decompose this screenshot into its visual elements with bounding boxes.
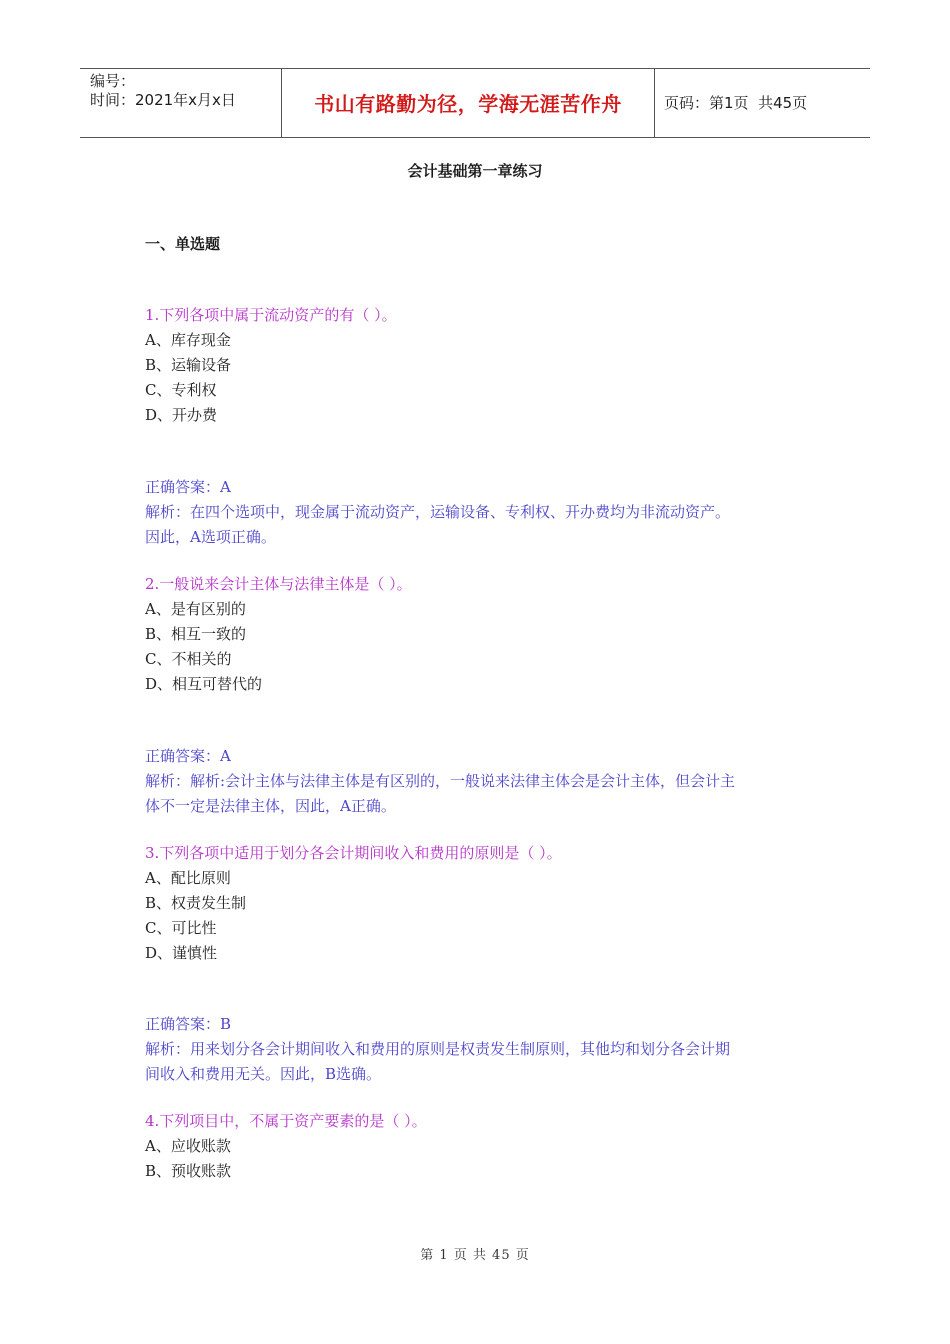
question-text: 3.下列各项中适用于划分各会计期间收入和费用的原则是（ ）。 xyxy=(145,844,562,862)
explanation-line: 解析：在四个选项中，现金属于流动资产，运输设备、专利权、开办费均为非流动资产。 xyxy=(145,503,731,521)
document-header xyxy=(80,68,870,138)
explanation-line: 解析：解析:会计主体与法律主体是有区别的，一般说来法律主体会是会计主体，但会计主 xyxy=(145,772,736,790)
question-block xyxy=(145,303,825,428)
option-d: D、相互可替代的 xyxy=(145,675,263,693)
option-b: B、相互一致的 xyxy=(145,625,247,643)
answer-block xyxy=(145,1012,825,1087)
document-time-label: 时间：2021年x月x日 xyxy=(90,91,236,109)
answer-text: 正确答案：B xyxy=(145,1015,232,1033)
answer-text: 正确答案：A xyxy=(145,747,231,765)
header-right-cell xyxy=(655,69,870,137)
explanation-line: 间收入和费用无关。因此，B选确。 xyxy=(145,1065,382,1083)
option-a: A、是有区别的 xyxy=(145,600,246,618)
option-c: C、不相关的 xyxy=(145,650,232,668)
section-title: 一、单选题 xyxy=(145,235,221,253)
answer-text: 正确答案：A xyxy=(145,478,231,496)
document-title: 会计基础第一章练习 xyxy=(407,162,543,180)
option-a: A、配比原则 xyxy=(145,869,231,887)
option-a: A、应收账款 xyxy=(145,1137,231,1155)
explanation-line: 解析：用来划分各会计期间收入和费用的原则是权责发生制原则，其他均和划分各会计期 xyxy=(145,1040,731,1058)
page-footer: 第 1 页 共 45 页 xyxy=(420,1248,530,1263)
option-c: C、可比性 xyxy=(145,919,217,937)
option-b: B、运输设备 xyxy=(145,356,232,374)
header-motto: 书山有路勤为径，学海无涯苦作舟 xyxy=(314,92,622,116)
question-block xyxy=(145,572,825,697)
answer-block xyxy=(145,744,825,819)
question-text: 1.下列各项中属于流动资产的有（ ）。 xyxy=(145,306,397,324)
explanation-line: 因此，A选项正确。 xyxy=(145,528,276,546)
question-text: 2.一般说来会计主体与法律主体是（ ）。 xyxy=(145,575,412,593)
header-center-cell xyxy=(282,69,655,137)
answer-block xyxy=(145,475,825,550)
option-d: D、谨慎性 xyxy=(145,944,218,962)
explanation-line: 体不一定是法律主体，因此，A正确。 xyxy=(145,797,396,815)
document-number-label: 编号： xyxy=(90,72,136,90)
header-page-info: 页码：第1页 共45页 xyxy=(664,94,808,112)
header-left-cell xyxy=(80,69,282,137)
option-a: A、库存现金 xyxy=(145,331,231,349)
option-b: B、预收账款 xyxy=(145,1162,232,1180)
option-b: B、权责发生制 xyxy=(145,894,247,912)
question-text: 4.下列项目中，不属于资产要素的是（ ）。 xyxy=(145,1112,427,1130)
option-c: C、专利权 xyxy=(145,381,217,399)
question-block xyxy=(145,1109,825,1184)
option-d: D、开办费 xyxy=(145,406,218,424)
question-block xyxy=(145,841,825,966)
